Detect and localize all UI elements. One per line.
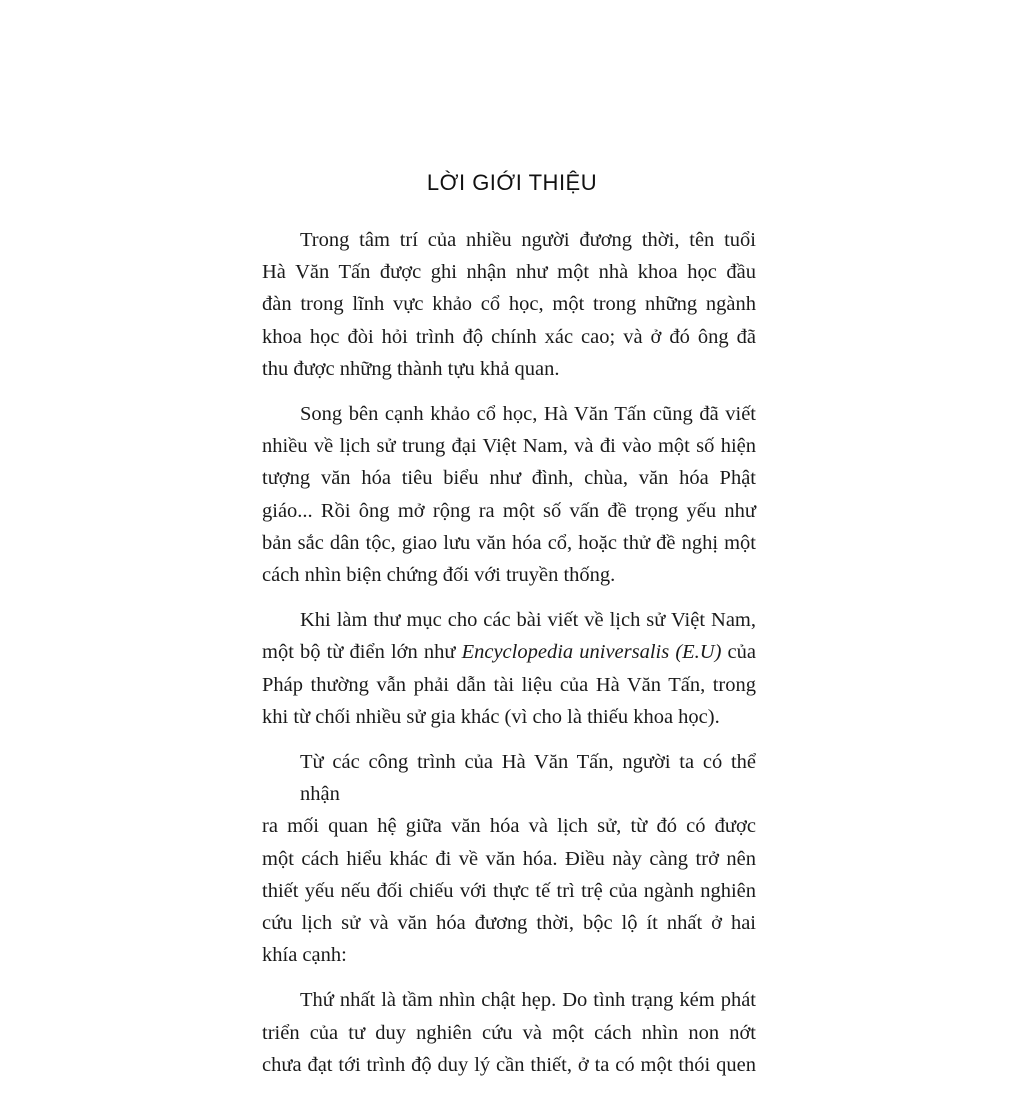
page-body (262, 224, 756, 1094)
paragraph-line: bản sắc dân tộc, giao lưu văn hóa cổ, hoặc thử đề nghị một (262, 531, 756, 554)
paragraph-line: Trong tâm trí của nhiều người đương thời, tên tuổi (300, 229, 756, 251)
paragraph-line: Hà Văn Tấn được ghi nhận như một nhà khoa học đầu (262, 261, 756, 284)
paragraph-line: Từ các công trình của Hà Văn Tấn, người ta có thể nhận (300, 751, 756, 806)
paragraph-5 (262, 984, 756, 1081)
paragraph-line: khía cạnh: (262, 944, 347, 967)
paragraph-4 (262, 746, 756, 971)
paragraph-line: Khi làm thư mục cho các bài viết về lịch sử Việt Nam, (300, 609, 756, 632)
paragraph-line (262, 636, 756, 668)
paragraph-line: giáo... Rồi ông mở rộng ra một số vấn đề trọng yếu như (262, 499, 756, 522)
paragraph-1 (262, 224, 756, 385)
text-run: một bộ từ điển lớn như (262, 641, 462, 664)
paragraph-line: khoa học đòi hỏi trình độ chính xác cao; và ở đó ông đã (262, 325, 756, 348)
paragraph-line: thiết yếu nếu đối chiếu với thực tế trì trệ của ngành nghiên (262, 879, 756, 902)
paragraph-line: thu được những thành tựu khả quan. (262, 357, 560, 380)
paragraph-3 (262, 604, 756, 733)
page-title: LỜI GIỚI THIỆU (426, 170, 598, 195)
paragraph-line: tượng văn hóa tiêu biểu như đình, chùa, văn hóa Phật (262, 467, 756, 490)
book-title-italic: Encyclopedia universalis (E.U) (461, 641, 722, 664)
paragraph-line: một cách hiểu khác đi về văn hóa. Điều này càng trở nên (262, 847, 756, 870)
paragraph-line: Song bên cạnh khảo cổ học, Hà Văn Tấn cũng đã viết (300, 403, 756, 426)
paragraph-line: Thứ nhất là tầm nhìn chật hẹp. Do tình trạng kém phát (300, 989, 756, 1012)
paragraph-line: chưa đạt tới trình độ duy lý cần thiết, ở ta có một thói quen (262, 1053, 756, 1076)
paragraph-line: triển của tư duy nghiên cứu và một cách nhìn non nớt (262, 1021, 756, 1044)
paragraph-line: cách nhìn biện chứng đối với truyền thống. (262, 564, 616, 587)
paragraph-2 (262, 398, 756, 591)
paragraph-line: đàn trong lĩnh vực khảo cổ học, một trong những ngành (262, 293, 756, 316)
text-run: của (721, 641, 756, 664)
paragraph-line: cứu lịch sử và văn hóa đương thời, bộc lộ ít nhất ở hai (262, 912, 756, 935)
paragraph-line: nhiều về lịch sử trung đại Việt Nam, và đi vào một số hiện (262, 435, 756, 458)
paragraph-line: khi từ chối nhiều sử gia khác (vì cho là thiếu khoa học). (262, 705, 720, 728)
paragraph-line: Pháp thường vẫn phải dẫn tài liệu của Hà Văn Tấn, trong (262, 673, 756, 696)
paragraph-line: ra mối quan hệ giữa văn hóa và lịch sử, từ đó có được (262, 815, 756, 838)
